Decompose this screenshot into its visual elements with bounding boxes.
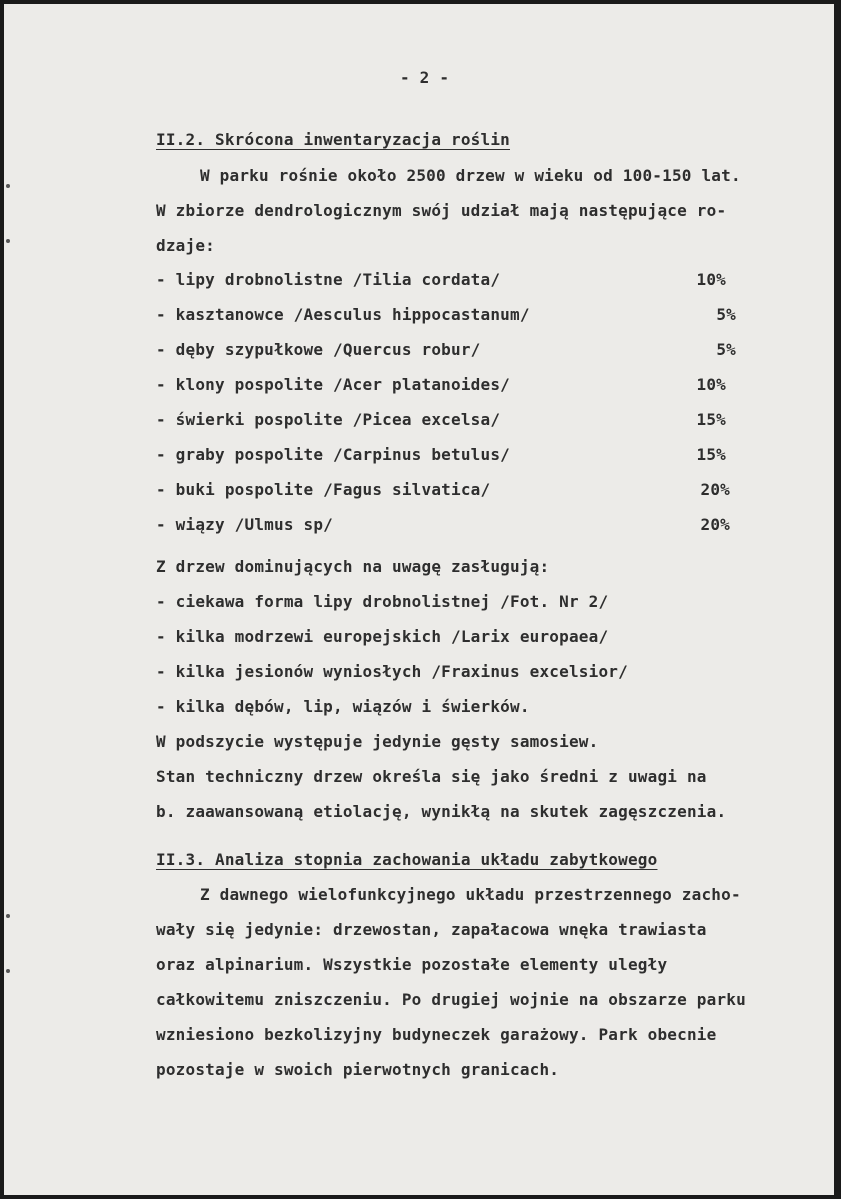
intro-line: dzaje:: [156, 236, 215, 255]
species-percentage: 15%: [696, 410, 726, 429]
punch-hole-mark: [6, 239, 10, 243]
body-line: pozostaje w swoich pierwotnych granicach.: [156, 1060, 560, 1079]
intro-line: W zbiorze dendrologicznym swój udział mają następujące ro-: [156, 201, 727, 220]
dominant-item: - kilka jesionów wyniosłych /Fraxinus excelsior/: [156, 662, 628, 681]
dominant-intro: Z drzew dominujących na uwagę zasługują:: [156, 557, 550, 576]
species-percentage: 5%: [716, 340, 736, 359]
species-item: - wiązy /Ulmus sp/: [156, 515, 333, 534]
species-percentage: 10%: [696, 375, 726, 394]
punch-hole-mark: [6, 969, 10, 973]
page-number: - 2 -: [400, 68, 450, 87]
intro-line: W parku rośnie około 2500 drzew w wieku od 100-150 lat.: [200, 166, 741, 185]
species-percentage: 10%: [696, 270, 726, 289]
species-percentage: 5%: [716, 305, 736, 324]
body-line: całkowitemu zniszczeniu. Po drugiej wojnie na obszarze parku: [156, 990, 746, 1009]
species-item: - graby pospolite /Carpinus betulus/: [156, 445, 510, 464]
species-item: - buki pospolite /Fagus silvatica/: [156, 480, 491, 499]
punch-hole-mark: [6, 914, 10, 918]
dominant-item: - kilka dębów, lip, wiązów i świerków.: [156, 697, 530, 716]
section-heading-2-3: II.3. Analiza stopnia zachowania układu zabytkowego: [156, 850, 658, 869]
dominant-item: - kilka modrzewi europejskich /Larix europaea/: [156, 627, 609, 646]
body-line: wzniesiono bezkolizyjny budyneczek garażowy. Park obecnie: [156, 1025, 717, 1044]
body-line: Z dawnego wielofunkcyjnego układu przestrzennego zacho-: [200, 885, 741, 904]
species-percentage: 20%: [700, 515, 730, 534]
section-heading-2-2: II.2. Skrócona inwentaryzacja roślin: [156, 130, 510, 149]
species-item: - klony pospolite /Acer platanoides/: [156, 375, 510, 394]
species-item: - dęby szypułkowe /Quercus robur/: [156, 340, 481, 359]
closing-line: Stan techniczny drzew określa się jako średni z uwagi na: [156, 767, 707, 786]
typewritten-page: [4, 4, 834, 1195]
species-item: - świerki pospolite /Picea excelsa/: [156, 410, 501, 429]
closing-line: b. zaawansowaną etiolację, wynikłą na skutek zagęszczenia.: [156, 802, 727, 821]
body-line: wały się jedynie: drzewostan, zapałacowa wnęka trawiasta: [156, 920, 707, 939]
species-percentage: 15%: [696, 445, 726, 464]
closing-line: W podszycie występuje jedynie gęsty samosiew.: [156, 732, 599, 751]
dominant-item: - ciekawa forma lipy drobnolistnej /Fot. Nr 2/: [156, 592, 609, 611]
species-percentage: 20%: [700, 480, 730, 499]
species-item: - kasztanowce /Aesculus hippocastanum/: [156, 305, 530, 324]
body-line: oraz alpinarium. Wszystkie pozostałe elementy uległy: [156, 955, 668, 974]
punch-hole-mark: [6, 184, 10, 188]
species-item: - lipy drobnolistne /Tilia cordata/: [156, 270, 501, 289]
